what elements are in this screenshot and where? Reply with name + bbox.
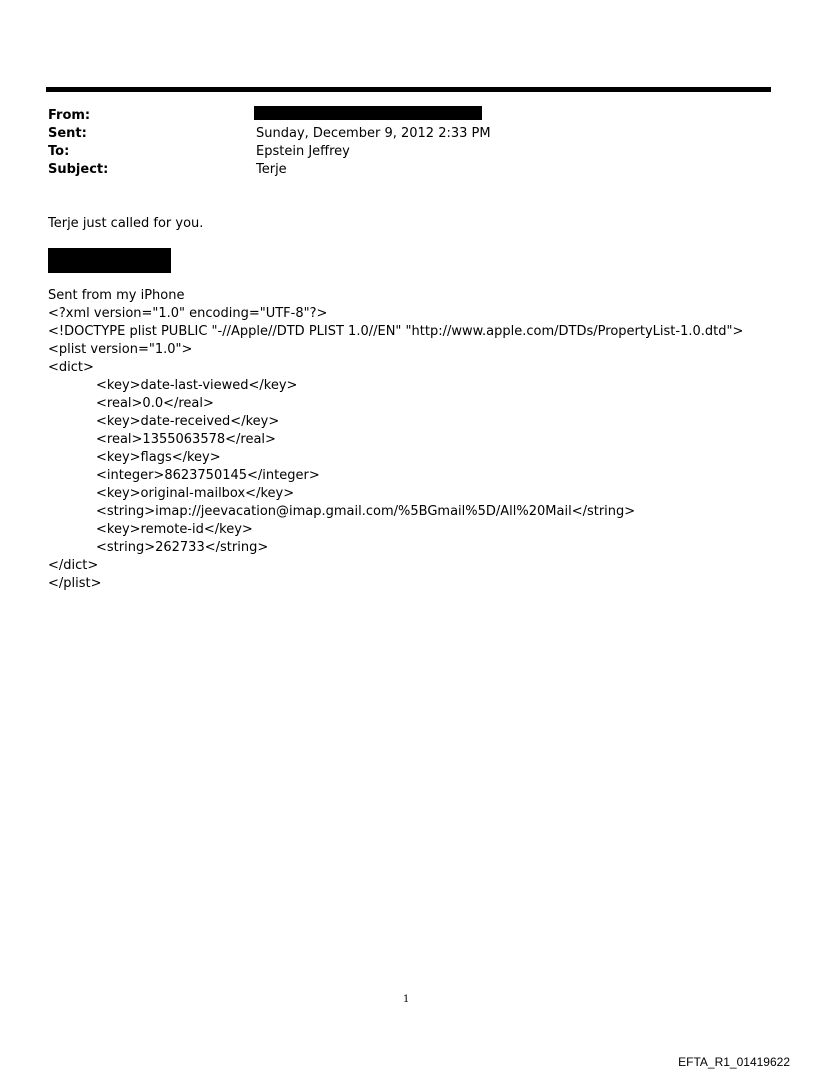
plist-line: <key>remote-id</key> [96, 522, 253, 537]
plist-line: <key>original-mailbox</key> [96, 486, 295, 501]
plist-line: <dict> [48, 360, 94, 375]
plist-line: <string>262733</string> [96, 540, 269, 555]
document-id: EFTA_R1_01419622 [678, 1055, 790, 1069]
sent-row [48, 125, 748, 143]
plist-line: <string>imap://jeevacation@imap.gmail.com/%5BGmail%5D/All%20Mail</string> [96, 504, 636, 519]
header-divider [46, 87, 771, 92]
subject-label: Subject: [48, 162, 109, 177]
plist-line: <integer>8623750145</integer> [96, 468, 320, 483]
page-number: 1 [403, 994, 410, 1005]
sent-label: Sent: [48, 126, 87, 141]
plist-line: <real>0.0</real> [96, 396, 214, 411]
subject-row [48, 161, 748, 179]
subject-value: Terje [256, 162, 287, 177]
plist-line: </plist> [48, 576, 102, 591]
plist-line: <key>date-last-viewed</key> [96, 378, 298, 393]
plist-line: <key>flags</key> [96, 450, 221, 465]
plist-line: </dict> [48, 558, 99, 573]
sent-value: Sunday, December 9, 2012 2:33 PM [256, 126, 491, 141]
plist-metadata [48, 305, 788, 593]
plist-line: <key>date-received</key> [96, 414, 280, 429]
plist-line: <plist version="1.0"> [48, 342, 193, 357]
plist-line: <real>1355063578</real> [96, 432, 276, 447]
to-label: To: [48, 144, 70, 159]
to-row [48, 143, 748, 161]
to-value: Epstein Jeffrey [256, 144, 350, 159]
signature-line: Sent from my iPhone [48, 288, 185, 303]
from-label: From: [48, 108, 91, 123]
message-body: Terje just called for you. [48, 216, 204, 231]
signature-redaction-block [48, 248, 171, 273]
plist-line: <!DOCTYPE plist PUBLIC "-//Apple//DTD PLIST 1.0//EN" "http://www.apple.com/DTDs/PropertyList-1.0.dtd"> [48, 324, 744, 339]
from-redaction-block [254, 106, 482, 120]
plist-line: <?xml version="1.0" encoding="UTF-8"?> [48, 306, 328, 321]
